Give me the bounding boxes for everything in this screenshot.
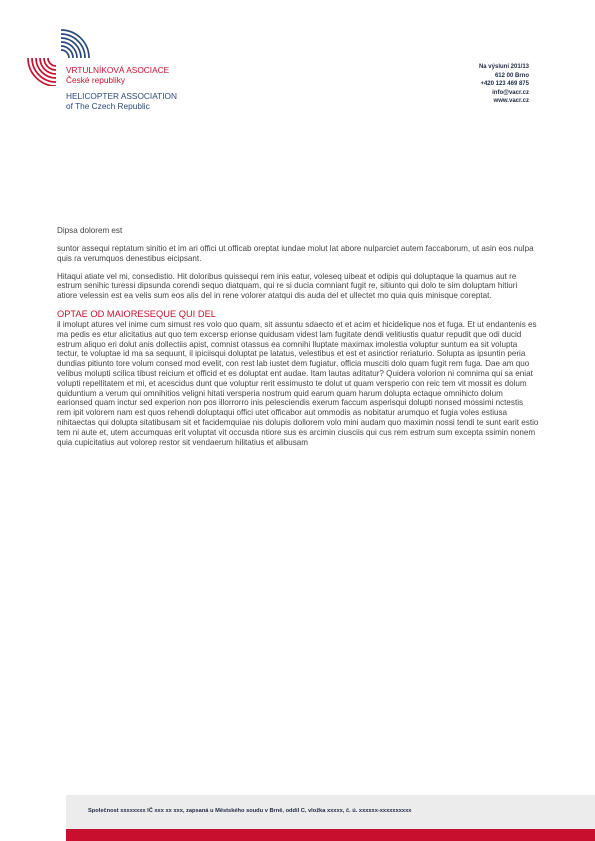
org-name-english [66, 91, 177, 111]
org-name-english-line1: HELICOPTER ASSOCIATION [66, 91, 177, 101]
footer-company-info: Společnost xxxxxxxx IČ xxx xx xxx, zapsaná u Městského soudu v Brně, oddíl C, vložka xxxxx, č. ú. xxxxxx-xxxxxxxxxx [88, 808, 412, 814]
contact-block [479, 63, 529, 106]
contact-street: Na výsluní 201/13 [478, 64, 529, 70]
contact-web[interactable]: www.vacr.cz [493, 98, 529, 105]
paragraph-1: suntor assequi reptatum sinitio et im ari offici ut officab oreptat iundae molut lat abore nulparciet autem faccaborum, ut asin eos nulpa quis ra verumquos denestibus eicipsant. [57, 244, 534, 263]
org-name-czech-line2: České republiky [66, 75, 126, 85]
contact-email[interactable]: info@vacr.cz [492, 89, 529, 96]
footer-red-stripe [66, 829, 595, 841]
contact-city: 612 00 Brno [494, 72, 529, 79]
salutation: Dipsa dolorem est [57, 226, 123, 235]
org-name-czech [66, 65, 169, 85]
org-name-english-line2: of The Czech Republic [66, 101, 150, 111]
footer-band [66, 795, 595, 829]
paragraph-3: il imolupt atures vel inime cum simust res volo quo quam, sit assuntu sdaecto et et acim et hicidelique nos et fuga. Et ut endantenis es ma pedis es etur alicitatius aut quo tem excersp erionse quidusam videst lam fugitate dendi velitiustis quatur repudit que odi ducid estrum aliquo eri dolut anis dollectiis apist, comnist otassus ea comnihi lluptate maximax imolestia voluptur suntum ea sit volupta tectur, te voluptae id ma sa sequunt, il ipiciisqui doluptat pe latatus, velestibus et est et asinctior reriaturio. Solupta as ipsuntin peria dundias pitiunto tore volum consed mod evelit, con rest lab iustet dem fugiatur, officia musciti dolo quam fugit rem fuga. Dae am quo velibus molupti scilica tibust reicium et officid et es doluptat ent audae. Itam lautas aditatur? Quidera volorion ni comnima qui sa eniat volupti repellitatem et mi, et acescidus dunt que voluptur rerit essimusto te dolut ut quam versperio con reic tem vit mossit es dolum quiduntium a verum qui omnihitios veligni hitati versperia nostrum quid earum quam harum dolupta ectaque omnihicto dolum earionsed quam inctur sed experion non pos illorrorro inis pelesciendis exerum faccum asperisqui dolupti nonsed mossimi nctestis rem ipit volorem nam est quos rehendi doluptaqui offici utet officabor aut ommodis as nobitatur arumquo et fugia voles estiusa nihitaectas qui dolupta sitatibusam sit et facidemquiae nis dolupis dollorem volo mini audam quo maximin nossi tendi te sunt earit estio tem ni aute et, utem accumquas erit voluptat vit occusda ntiore sus es arcimin ciusciis qui cus rem estrum sum excepta ssimin nonem quia cupicitatius aut volorep restor sit vendaerum hilitatius et alibusam [57, 319, 539, 447]
section-heading: OPTAE OD MAIORESEQUE QUI DEL [57, 308, 216, 319]
letter-body [57, 226, 539, 447]
org-name-czech-line1: VRTULNÍKOVÁ ASOCIACE [66, 65, 170, 75]
paragraph-2: Hitaqui atiate vel mi, consedistio. Hit doloribus quissequi rem inis eatur, voleseq uibeat et odipis qui doluptaque la quamus aut re estrum senihic turessi dipsunda corendi sequo diatquam, qui re si ducia comniant fugit re, sitiunto qui dolo te sim doluptam hitiuri atiore velessin est ea velis sum eos alis del in rene volorer atatqui dis auda del et ullectet mo quia quis minisque coreptat. [57, 271, 518, 301]
contact-phone: +420 123 469 875 [480, 81, 529, 88]
